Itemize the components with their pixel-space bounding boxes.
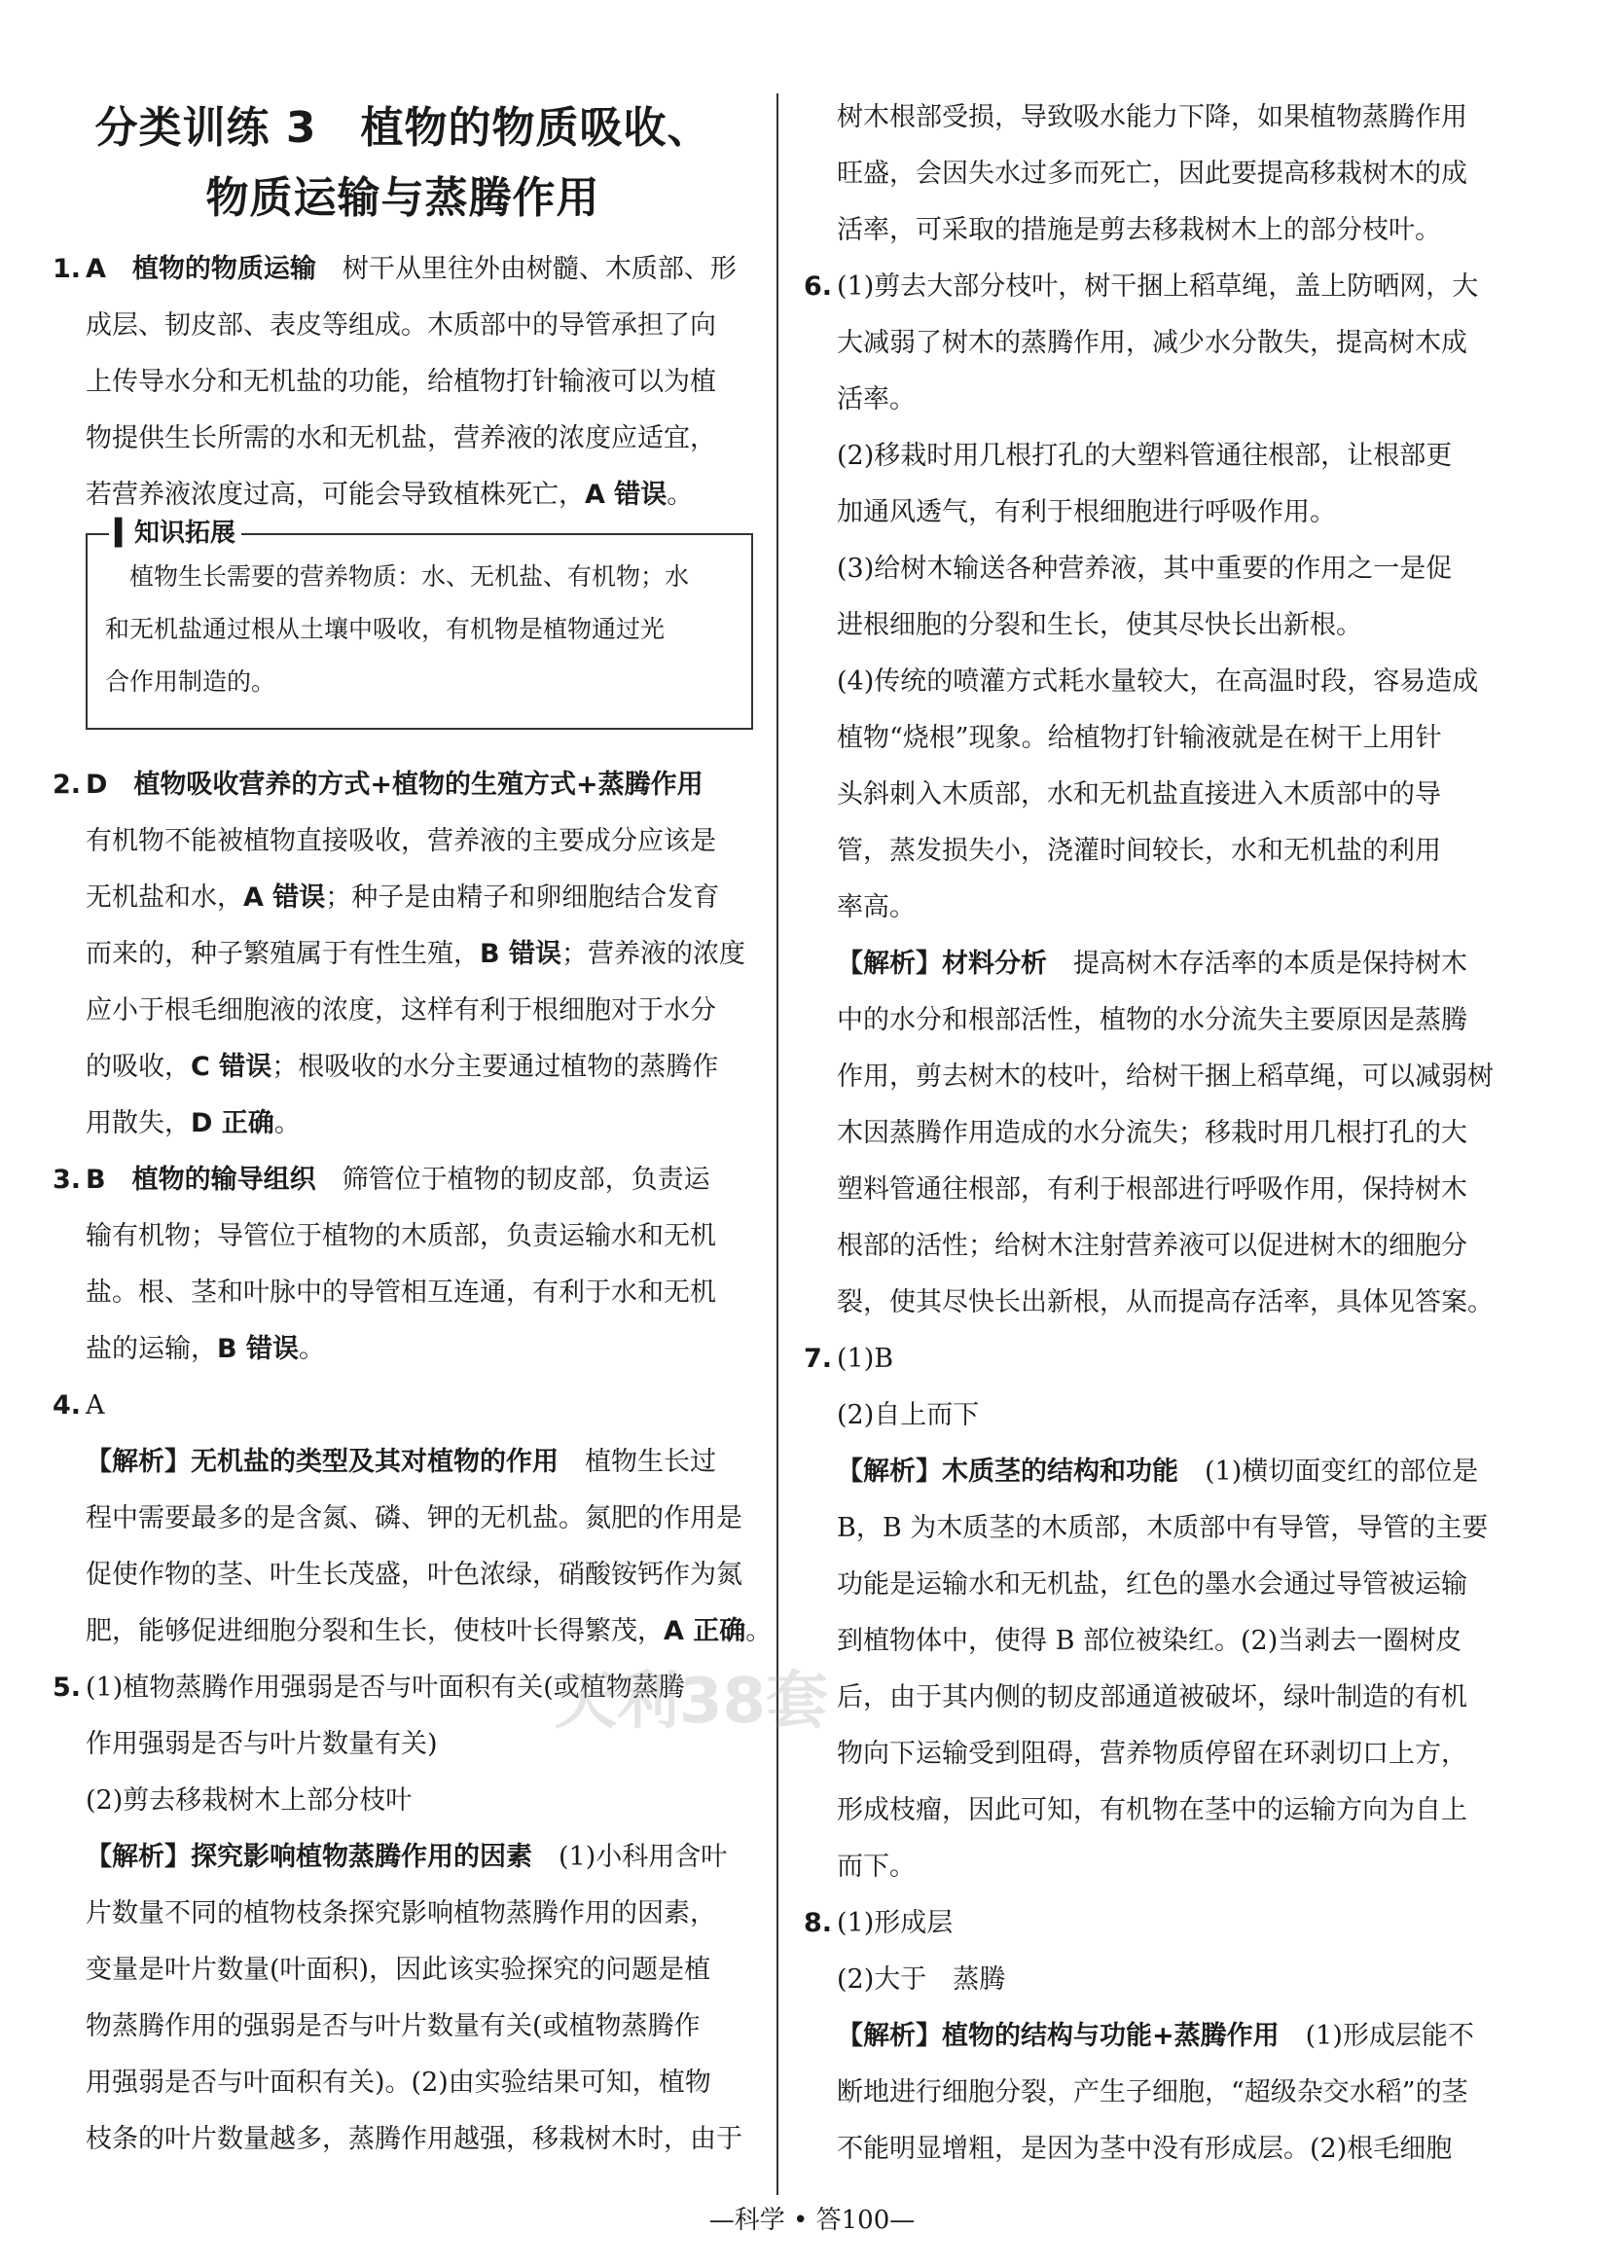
text-span: 。	[273, 1108, 301, 1138]
text-line: 促使作物的茎、叶生长茂盛，叶色浓绿，硝酸铵钙作为氮	[86, 1560, 742, 1590]
text-span: (1)小科用含叶	[532, 1842, 728, 1872]
text-line: 变量是叶片数量(叶面积)，因此该实验探究的问题是植	[86, 1955, 711, 1985]
text-line: 程中需要最多的是含氮、磷、钾的无机盐。氮肥的作用是	[86, 1503, 742, 1533]
question-7	[804, 1331, 1504, 1895]
answer-topic: B 植物的输导组织	[86, 1165, 316, 1195]
text-line: 盐。根、茎和叶脉中的导管相互连通，有利于水和无机	[86, 1278, 716, 1308]
verdict: D 正确	[191, 1108, 274, 1138]
text-span: 盐的运输，	[86, 1334, 217, 1364]
text-span: ；种子是由精子和卵细胞结合发育	[325, 882, 720, 913]
knowledge-box-title: ▍知识拓展	[109, 516, 241, 551]
text-line: 大减弱了树木的蒸腾作用，减少水分散失，提高树木成	[837, 328, 1467, 358]
text-line: 合作用制造的。	[105, 667, 276, 696]
text-line: 而下。	[837, 1852, 916, 1882]
knowledge-box	[86, 519, 753, 730]
watermark-logo	[545, 1615, 954, 1810]
answer: A	[86, 1390, 105, 1421]
question-2	[53, 757, 753, 1152]
text-line: 裂，使其尽快长出新根，从而提高存活率，具体见答案。	[837, 1287, 1494, 1317]
text-line: 管，蒸发损失小，浇灌时间较长，水和无机盐的利用	[837, 836, 1441, 866]
text-line: 作用，剪去树木的枝叶，给树干捆上稻草绳，可以减弱树	[837, 1062, 1494, 1092]
question-number: 7.	[804, 1344, 833, 1374]
verdict: A 错误	[585, 480, 668, 510]
text-line: 功能是运输水和无机盐，红色的墨水会通过导管被运输	[837, 1569, 1467, 1600]
answer: (1)剪去大部分枝叶，树干捆上稻草绳，盖上防晒网，大	[837, 271, 1479, 302]
text-line: 后，由于其内侧的韧皮部通道被破坏，绿叶制造的有机	[837, 1682, 1467, 1712]
text-span: 而来的，种子繁殖属于有性生殖，	[86, 939, 480, 969]
text-line: 率高。	[837, 892, 916, 922]
text-line: 上传导水分和无机盐的功能，给植物打针输液可以为植	[86, 367, 716, 397]
answer-topic: A 植物的物质运输	[86, 254, 316, 284]
question-number: 1.	[53, 254, 82, 284]
text-line: 和无机盐通过根从土壤中吸收，有机物是植物通过光	[105, 615, 666, 643]
analysis-heading: 【解析】探究影响植物蒸腾作用的因素	[86, 1842, 532, 1872]
text-line: 加通风透气，有利于根细胞进行呼吸作用。	[837, 497, 1336, 527]
watermark-text: 天利38套	[555, 1666, 829, 1738]
text-line: 进根细胞的分裂和生长，使其尽快长出新根。	[837, 610, 1362, 640]
text-span: 的吸收，	[86, 1052, 191, 1082]
text-line: 木因蒸腾作用造成的水分流失；移栽时用几根打孔的大	[837, 1118, 1467, 1148]
page-title	[53, 93, 753, 234]
verdict: A 正确	[664, 1616, 746, 1646]
text-line: 有机物不能被植物直接吸收，营养液的主要成分应该是	[86, 826, 716, 856]
question-number: 4.	[53, 1390, 82, 1421]
title-line-2: 物质运输与蒸腾作用	[205, 173, 600, 223]
text-span: (1)横切面变红的部位是	[1178, 1457, 1479, 1487]
column-divider	[776, 93, 778, 2195]
text-line: 输有机物；导管位于植物的木质部，负责运输水和无机	[86, 1221, 716, 1251]
text-line: 物提供生长所需的水和无机盐，营养液的浓度应适宜，	[86, 423, 716, 453]
text-line: 用强弱是否与叶面积有关)。(2)由实验结果可知，植物	[86, 2068, 711, 2098]
text-line: (3)给树木输送各种营养液，其中重要的作用之一是促	[837, 554, 1453, 584]
text-line: 不能明显增粗，是因为茎中没有形成层。(2)根毛细胞	[837, 2134, 1453, 2164]
text-line: 中的水分和根部活性，植物的水分流失主要原因是蒸腾	[837, 1005, 1467, 1035]
text-line: 根部的活性；给树木注射营养液可以促进树木的细胞分	[837, 1231, 1467, 1261]
title-line-1: 分类训练 3 植物的物质吸收、	[94, 103, 711, 153]
text-span: 用散失，	[86, 1108, 191, 1138]
answer-topic: D 植物吸收营养的方式+植物的生殖方式+蒸腾作用	[86, 770, 704, 800]
question-number: 5.	[53, 1673, 82, 1703]
verdict: C 错误	[191, 1052, 272, 1082]
analysis-heading: 【解析】材料分析	[837, 949, 1047, 979]
right-column	[804, 90, 1504, 2178]
question-number: 6.	[804, 271, 833, 302]
answer: (1)B	[837, 1344, 894, 1374]
text-line: 成层、韧皮部、表皮等组成。木质部中的导管承担了向	[86, 310, 716, 341]
text-line: 物蒸腾作用的强弱是否与叶片数量有关(或植物蒸腾作	[86, 2011, 701, 2041]
question-1	[53, 241, 753, 523]
question-number: 2.	[53, 770, 82, 800]
text-span: 筛管位于植物的韧皮部，负责运	[315, 1165, 710, 1195]
text-line: 旺盛，会因失水过多而死亡，因此要提高移栽树木的成	[837, 159, 1467, 189]
text-line: 到植物体中，使得 B 部位被染红。(2)当剥去一圈树皮	[837, 1626, 1462, 1656]
text-span: 提高树木存活率的本质是保持树木	[1047, 949, 1467, 979]
text-line: 片数量不同的植物枝条探究影响植物蒸腾作用的因素，	[86, 1898, 716, 1928]
answer: (2)大于 蒸腾	[837, 1964, 1006, 1995]
text-line: (4)传统的喷灌方式耗水量较大，在高温时段，容易造成	[837, 666, 1479, 697]
text-line: 树干从里往外由树髓、木质部、形	[315, 254, 737, 284]
text-span: 无机盐和水，	[86, 882, 243, 913]
answer: (2)剪去移栽树木上部分枝叶	[86, 1785, 413, 1816]
question-6	[804, 259, 1504, 1331]
verdict: B 错误	[217, 1334, 299, 1364]
answer: (1)形成层	[837, 1908, 954, 1938]
verdict: A 错误	[243, 882, 326, 913]
text-line: 树木根部受损，导致吸水能力下降，如果植物蒸腾作用	[837, 102, 1467, 132]
left-column	[53, 93, 773, 2168]
text-span: ；根吸收的水分主要通过植物的蒸腾作	[271, 1052, 719, 1082]
text-line: 植物“烧根”现象。给植物打针输液就是在树干上用针	[837, 723, 1442, 753]
question-8	[804, 1895, 1504, 2178]
text-line: 塑料管通往根部，有利于根部进行呼吸作用，保持树木	[837, 1174, 1467, 1205]
answer: (1)植物蒸腾作用强弱是否与叶面积有关(或植物蒸腾	[86, 1673, 685, 1703]
question-3	[53, 1152, 753, 1378]
text-span: 植物生长过	[559, 1447, 716, 1477]
text-span: 。	[745, 1616, 773, 1646]
text-line: 作用强弱是否与叶片数量有关)	[86, 1729, 438, 1759]
text-line: 活率，可采取的措施是剪去移栽树木上的部分枝叶。	[837, 215, 1441, 245]
text-span: ；营养液的浓度	[560, 939, 745, 969]
text-span: 肥，能够促进细胞分裂和生长，使枝叶长得繁茂，	[86, 1616, 664, 1646]
text-span: 。	[298, 1334, 325, 1364]
text-line: (2)移栽时用几根打孔的大塑料管通往根部，让根部更	[837, 441, 1453, 471]
knowledge-title-text: 知识拓展	[134, 519, 236, 548]
verdict: B 错误	[480, 939, 561, 969]
analysis-heading: 【解析】木质茎的结构和功能	[837, 1457, 1178, 1487]
text-line: 植物生长需要的营养物质：水、无机盐、有机物；水	[105, 562, 690, 591]
text-line: 断地进行细胞分裂，产生子细胞，“超级杂交水稻”的茎	[837, 2077, 1468, 2107]
analysis-heading: 【解析】无机盐的类型及其对植物的作用	[86, 1447, 559, 1477]
text-span: (1)形成层能不	[1279, 2021, 1474, 2051]
text-line: 枝条的叶片数量越多，蒸腾作用越强，移栽树木时，由于	[86, 2124, 742, 2154]
question-number: 8.	[804, 1908, 833, 1938]
text-span: 。	[667, 480, 694, 510]
text-line: 形成枝瘤，因此可知，有机物在茎中的运输方向为自上	[837, 1795, 1467, 1825]
page-footer: —科学 • 答100—	[708, 2206, 916, 2235]
text-line: 头斜刺入木质部，水和无机盐直接进入木质部中的导	[837, 779, 1441, 810]
text-line: 物向下运输受到阻碍，营养物质停留在环剥切口上方，	[837, 1739, 1467, 1769]
analysis-heading: 【解析】植物的结构与功能+蒸腾作用	[837, 2021, 1280, 2051]
text-line: 应小于根毛细胞液的浓度，这样有利于根细胞对于水分	[86, 995, 716, 1026]
question-number: 3.	[53, 1165, 82, 1195]
text-span: 若营养液浓度过高，可能会导致植株死亡，	[86, 480, 585, 510]
text-line: B，B 为木质茎的木质部，木质部中有导管，导管的主要	[837, 1513, 1489, 1543]
text-line: 活率。	[837, 384, 916, 414]
answer: (2)自上而下	[837, 1400, 980, 1430]
